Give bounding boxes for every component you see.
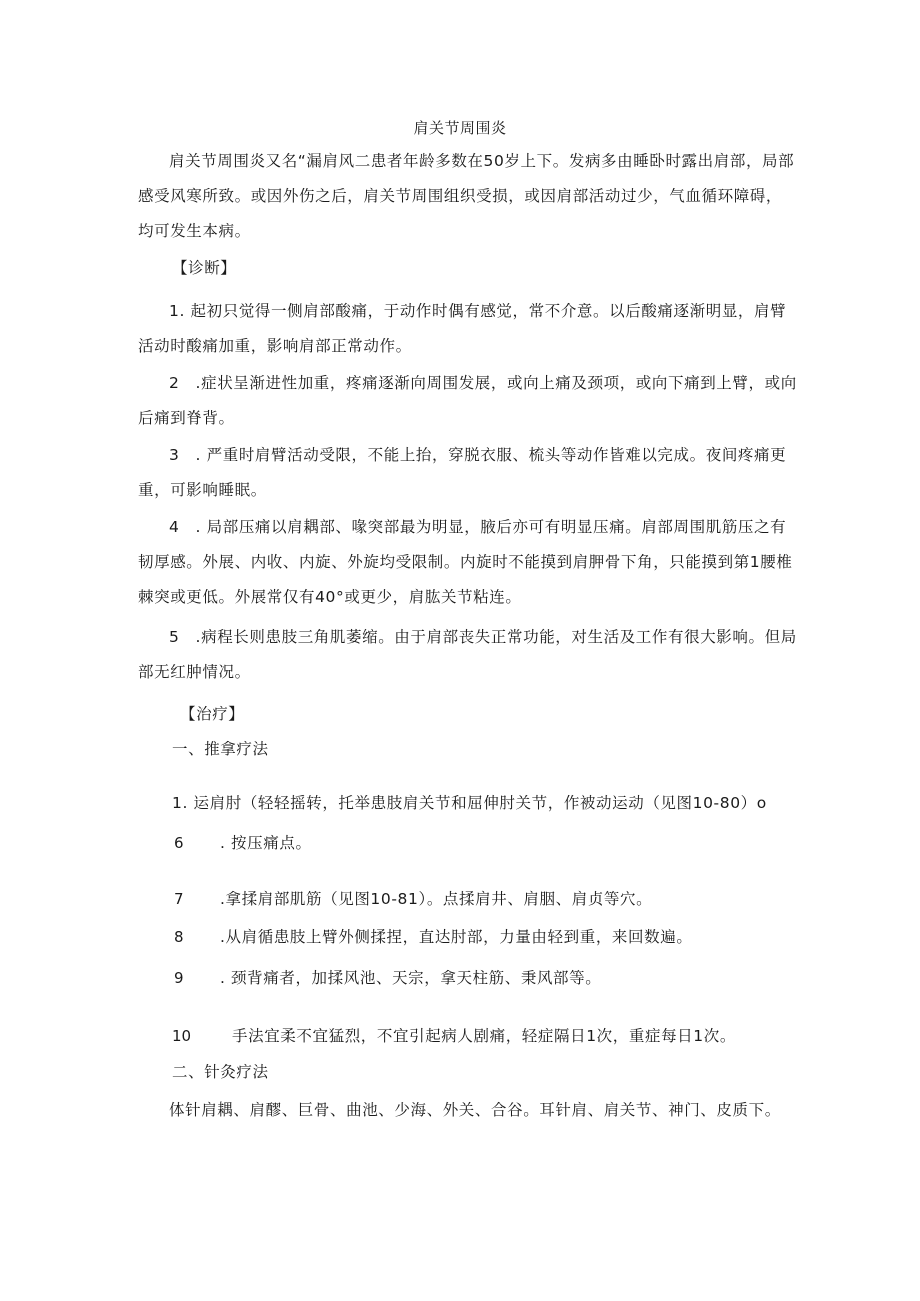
massage-item-text: .拿揉肩部肌筋（见图10-81）。点揉肩井、肩胭、肩贞等穴。: [220, 890, 653, 908]
diagnosis-item-1: 1. 起初只觉得一侧肩部酸痛，于动作时偶有感觉，常不介意。以后酸痛逐渐明显，肩臂活动时酸痛加重，影响肩部正常动作。: [138, 302, 787, 355]
massage-item-number: 8: [174, 928, 184, 946]
acupuncture-heading: 二、针灸疗法: [172, 1063, 269, 1081]
massage-item-text: .从肩循患肢上臂外侧揉捏，直达肘部，力量由轻到重，来回数遍。: [220, 928, 693, 946]
diagnosis-heading: 【诊断】: [172, 259, 237, 277]
diagnosis-item-4: 4 . 局部压痛以肩耦部、喙突部最为明显，腋后亦可有明显压痛。肩部周围肌筋压之有韧厚感。外展、内收、内旋、外旋均受限制。内旋时不能摸到肩胛骨下角，只能摸到第1腰椎棘突或更低。外展常仅有40°或更少，肩肱关节粘连。: [138, 518, 793, 606]
massage-item-1: 1. 运肩肘（轻轻摇转，托举患肢肩关节和屈伸肘关节，作被动运动（见图10-80）o: [172, 794, 767, 812]
treatment-heading: 【治疗】: [180, 705, 245, 723]
diagnosis-item-5: 5 .病程长则患肢三角肌萎缩。由于肩部丧失正常功能，对生活及工作有很大影响。但局部无红肿情况。: [138, 628, 797, 681]
massage-item-number: 6: [174, 834, 184, 852]
intro-paragraph: 肩关节周围炎又名“漏肩风二患者年龄多数在50岁上下。发病多由睡卧时露出肩部，局部感受风寒所致。或因外伤之后，肩关节周围组织受损，或因肩部活动过少，气血循环障碍，均可发生本病。: [138, 152, 795, 240]
diagnosis-item-3: 3 . 严重时肩臂活动受限，不能上抬，穿脱衣服、梳头等动作皆难以完成。夜间疼痛更重，可影响睡眠。: [138, 446, 787, 499]
diagnosis-item-2: 2 .症状呈渐进性加重，疼痛逐渐向周围发展，或向上痛及颈项，或向下痛到上臂，或向后痛到脊背。: [138, 374, 797, 427]
massage-item-text: . 按压痛点。: [220, 834, 312, 852]
massage-item-number: 7: [174, 890, 184, 908]
massage-item-text: . 颈背痛者，加揉风池、天宗，拿天柱筋、秉风部等。: [220, 969, 602, 987]
massage-heading: 一、推拿疗法: [172, 740, 269, 758]
massage-item-text: 手法宜柔不宜猛烈，不宜引起病人剧痛，轻症隔日1次，重症每日1次。: [232, 1027, 736, 1045]
acupuncture-paragraph: 体针肩耦、肩醪、巨骨、曲池、少海、外关、合谷。耳针肩、肩关节、神门、皮质下。: [169, 1101, 781, 1119]
massage-item-number: 9: [174, 969, 184, 987]
massage-item-number: 10: [172, 1027, 192, 1045]
page-title: 肩关节周围炎: [413, 119, 507, 137]
